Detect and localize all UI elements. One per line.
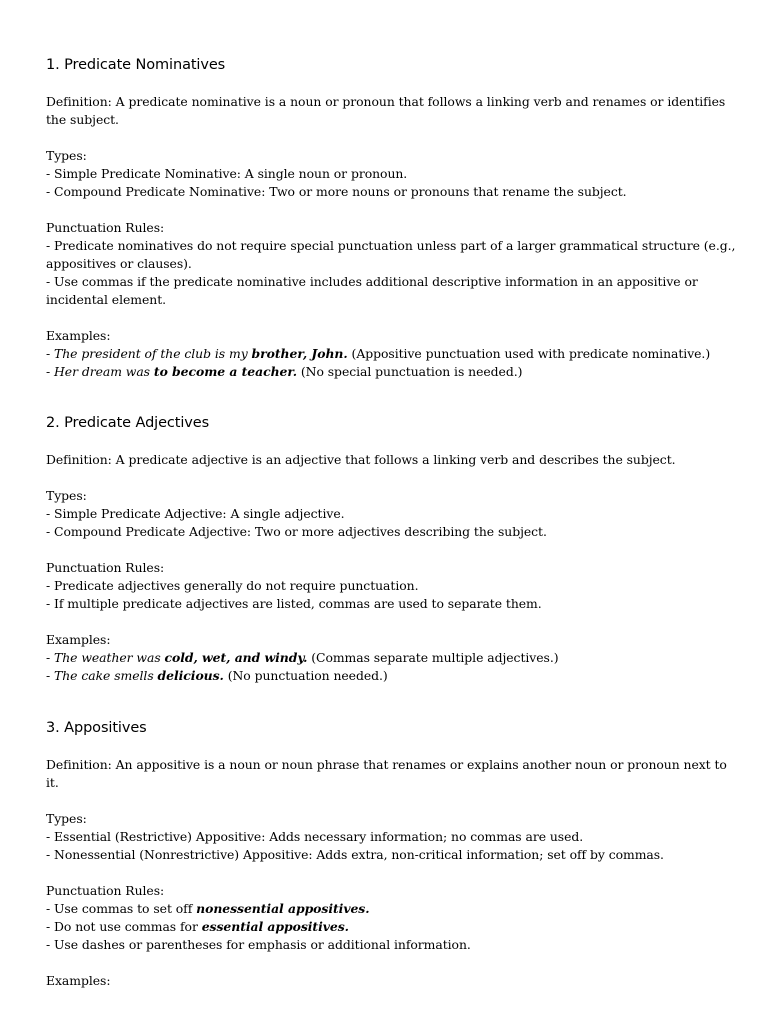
definition-text: Definition: A predicate adjective is an adjective that follows a linking verb and describes the subject. [46,452,676,467]
example-bold: cold, wet, and windy. [164,650,308,665]
example-bold: brother, John. [251,346,348,361]
rules-label: Punctuation Rules: [46,560,165,575]
types-label: Types: [46,811,87,826]
example-bold: delicious. [157,668,224,683]
example-italic: The president of the club is my [54,346,252,361]
rules-label: Punctuation Rules: [46,883,165,898]
examples-label: Examples: [46,328,111,343]
section-heading: 3. Appositives [46,720,147,736]
example-note: (No punctuation needed.) [223,668,388,683]
rule-item: - Predicate nominatives do not require special punctuation unless part of a larger grammatical structure (e.g., appositives or clauses). [46,238,736,271]
example-item [46,345,736,363]
example-italic: Her dream was [54,364,154,379]
example-italic: The cake smells [54,668,158,683]
rules-label: Punctuation Rules: [46,220,165,235]
example-item [46,667,736,685]
section-predicate-adjectives [46,412,736,685]
rule-text: - Use commas to set off [46,901,197,916]
example-dash: - [46,346,55,361]
example-item [46,649,736,667]
example-note: (Appositive punctuation used with predicate nominative.) [347,346,711,361]
rule-bold: nonessential appositives. [196,901,370,916]
types-label: Types: [46,148,87,163]
example-italic: The weather was [54,650,165,665]
rule-bold: essential appositives. [201,919,349,934]
type-item: - Nonessential (Nonrestrictive) Appositive: Adds extra, non-critical information; set off by commas. [46,847,664,862]
definition-text: Definition: An appositive is a noun or noun phrase that renames or explains another noun or pronoun next to it. [46,757,727,790]
type-item: - Essential (Restrictive) Appositive: Adds necessary information; no commas are used. [46,829,584,844]
rule-item: - If multiple predicate adjectives are listed, commas are used to separate them. [46,596,542,611]
rule-item: - Use commas if the predicate nominative includes additional descriptive information in an appositive or incidental element. [46,274,698,307]
definition-text: Definition: A predicate nominative is a noun or pronoun that follows a linking verb and renames or identifies the subject. [46,94,726,127]
section-appositives [46,717,736,990]
rule-item: - Predicate adjectives generally do not require punctuation. [46,578,419,593]
example-bold: to become a teacher. [153,364,297,379]
example-dash: - [46,650,55,665]
rule-text: - Do not use commas for [46,919,202,934]
example-item [46,363,736,381]
type-item: - Simple Predicate Nominative: A single noun or pronoun. [46,166,408,181]
rule-text: - Use dashes or parentheses for emphasis or additional information. [46,937,471,952]
examples-label: Examples: [46,973,111,988]
example-note: (Commas separate multiple adjectives.) [307,650,559,665]
section-predicate-nominatives [46,54,736,381]
section-heading: 1. Predicate Nominatives [46,57,226,73]
rule-item [46,918,736,936]
type-item: - Compound Predicate Nominative: Two or more nouns or pronouns that rename the subject. [46,184,627,199]
rule-item [46,936,736,954]
section-heading: 2. Predicate Adjectives [46,415,210,431]
type-item: - Simple Predicate Adjective: A single adjective. [46,506,345,521]
examples-label: Examples: [46,632,111,647]
example-note: (No special punctuation is needed.) [296,364,523,379]
types-label: Types: [46,488,87,503]
type-item: - Compound Predicate Adjective: Two or more adjectives describing the subject. [46,524,547,539]
example-dash: - [46,668,55,683]
rule-item [46,900,736,918]
example-dash: - [46,364,55,379]
